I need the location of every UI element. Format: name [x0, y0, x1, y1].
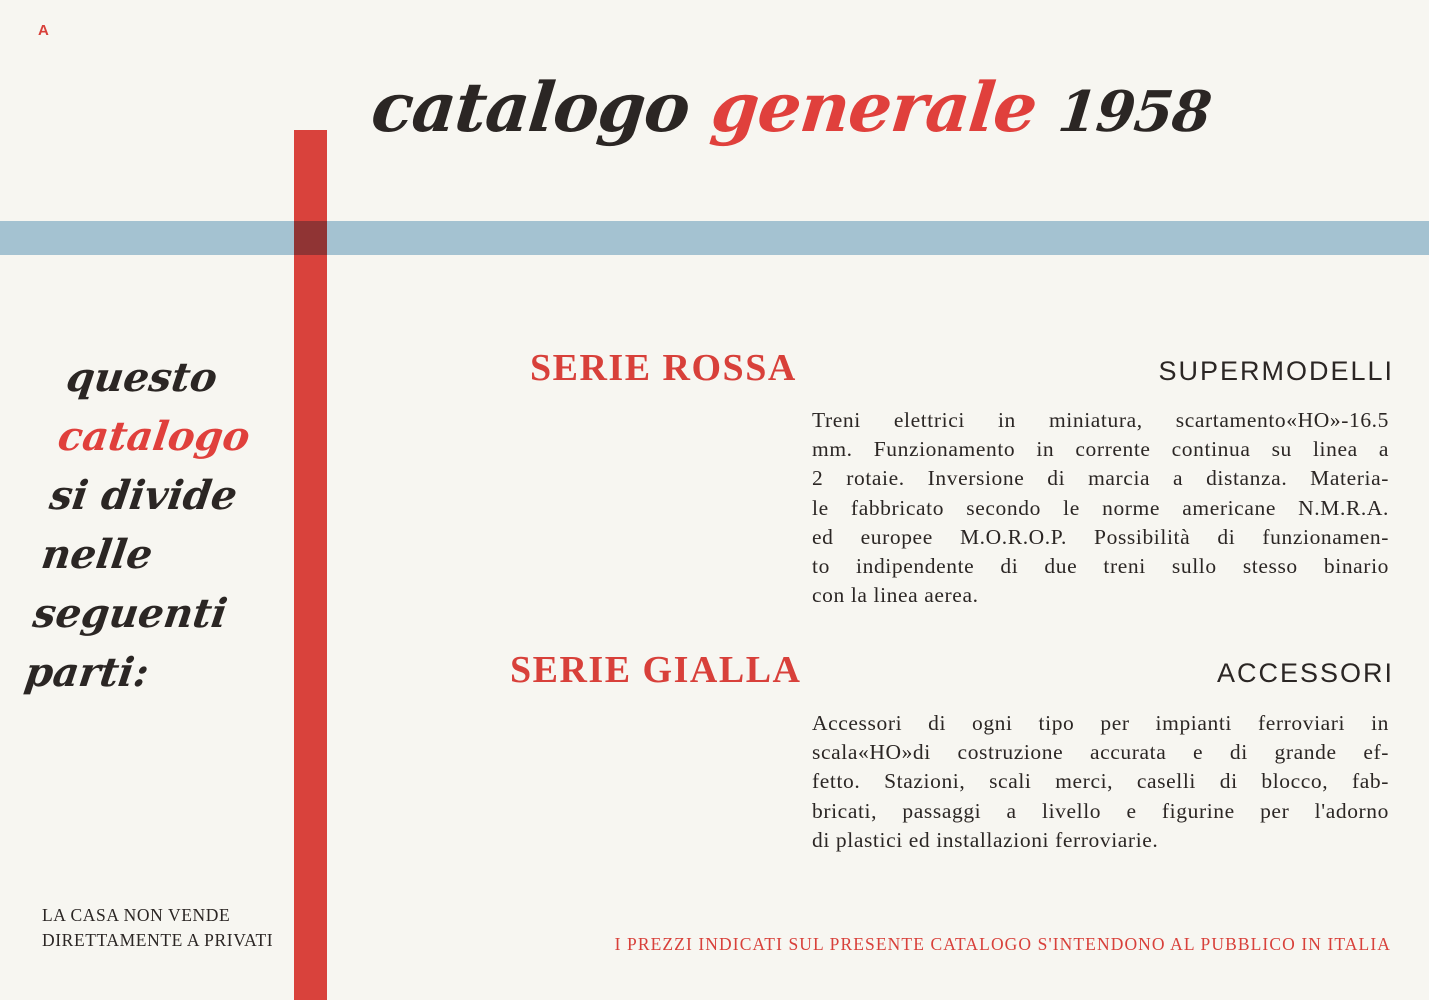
intro-script [21, 348, 264, 702]
section-body-serie-gialla [812, 709, 1389, 855]
footer-left-line: LA CASA NON VENDE [42, 905, 231, 925]
intro-line: nelle [38, 531, 156, 578]
page-title [368, 68, 1215, 148]
body-line: fetto. Stazioni, scali merci, caselli di blocco, fab- [812, 769, 1389, 794]
body-line: bricati, passaggi a livello e figurine per l'adorno [812, 798, 1389, 823]
section-body-serie-rossa [812, 406, 1389, 610]
body-line: le fabbricato secondo le norme americane N.M.R.A. [812, 495, 1389, 520]
intro-line: seguenti [30, 590, 231, 637]
body-line: di plastici ed installazioni ferroviarie. [812, 827, 1159, 852]
body-line: to indipendente di due treni sullo stesso binario [812, 554, 1389, 579]
blue-horizontal-band [0, 221, 1429, 255]
section-subtitle-accessori: ACCESSORI [1216, 658, 1394, 688]
body-line: scala«HO»di costruzione accurata e di grande ef- [812, 740, 1389, 765]
footer-left-line: DIRETTAMENTE A PRIVATI [42, 930, 274, 950]
intro-line: questo [63, 354, 221, 401]
title-year: 1958 [1055, 79, 1214, 145]
body-line: Accessori di ogni tipo per impianti ferroviari in [812, 711, 1389, 735]
title-word-generale: generale [707, 68, 1041, 148]
body-line: 2 rotaie. Inversione di marcia a distanza. Materia- [812, 466, 1389, 491]
page-letter: A [38, 22, 49, 39]
intro-line: parti: [21, 649, 152, 696]
body-line: con la linea aerea. [812, 583, 979, 608]
section-subtitle-supermodelli: SUPERMODELLI [1158, 356, 1394, 386]
red-vertical-band [294, 130, 327, 1000]
intro-line: si divide [46, 472, 241, 519]
body-line: Treni elettrici in miniatura, scartamento«HO»-16.5 [812, 408, 1389, 432]
body-line: mm. Funzionamento in corrente continua su linea a [812, 437, 1389, 462]
footer-price-notice: I PREZZI INDICATI SUL PRESENTE CATALOGO S'INTENDONO AL PUBBLICO IN ITALIA [614, 934, 1391, 954]
intro-line-accent: catalogo [55, 413, 253, 460]
footer-notice-left [42, 903, 273, 953]
section-title-serie-rossa: SERIE ROSSA [530, 347, 797, 389]
section-title-serie-gialla: SERIE GIALLA [510, 649, 802, 691]
title-word-catalogo: catalogo [367, 68, 694, 148]
body-line: ed europee M.O.R.O.P. Possibilità di funzionamen- [812, 524, 1389, 549]
